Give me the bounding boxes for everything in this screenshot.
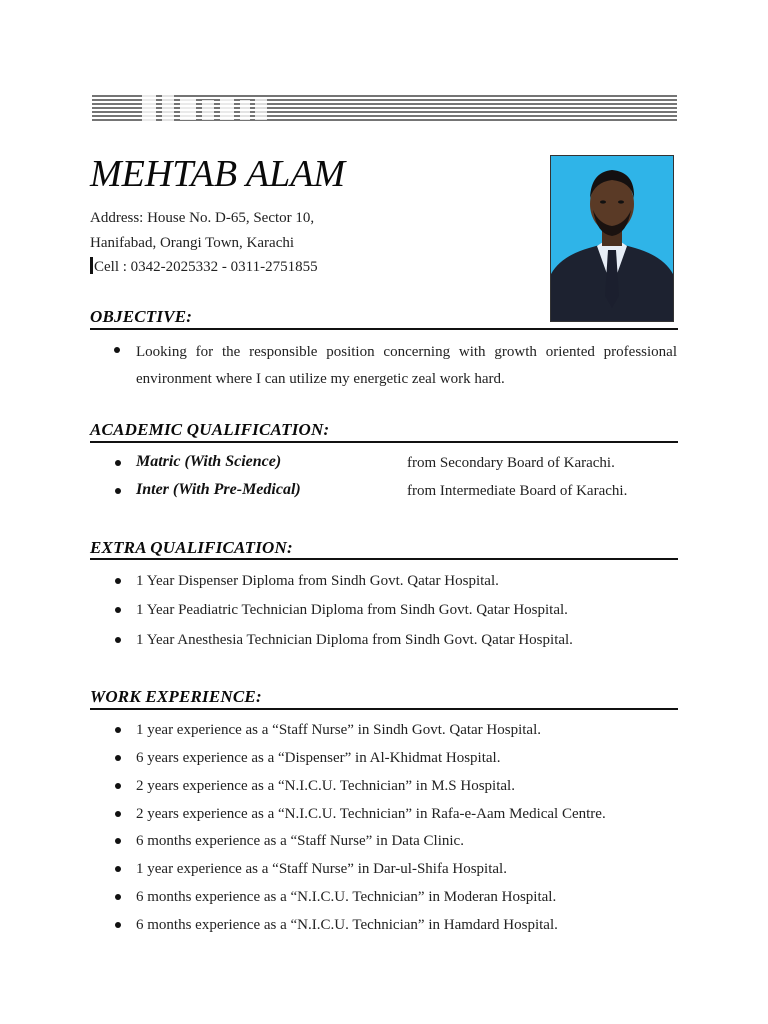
work-item: 6 months experience as a “Staff Nurse” in Data Clinic. (136, 833, 464, 849)
objective-text: Looking for the responsible position concerning with growth oriented professional environment where I can utilize my energetic zeal work hard. (136, 344, 677, 387)
bullet-icon (115, 811, 121, 817)
work-heading: WORK EXPERIENCE: (90, 687, 262, 706)
work-item: 2 years experience as a “N.I.C.U. Technician” in M.S Hospital. (136, 778, 515, 794)
bullet-icon (114, 347, 120, 353)
stripe-lines-graphic (92, 94, 677, 122)
bullet-icon (115, 922, 121, 928)
academic-item-from: from Secondary Board of Karachi. (407, 455, 615, 471)
bullet-icon (115, 783, 121, 789)
bullet-icon (115, 894, 121, 900)
bullet-icon (115, 607, 121, 613)
work-rule (90, 708, 678, 710)
bullet-icon (115, 755, 121, 761)
extra-rule (90, 558, 678, 560)
academic-rule (90, 441, 678, 443)
bullet-icon (115, 637, 121, 643)
work-item: 1 year experience as a “Staff Nurse” in Dar-ul-Shifa Hospital. (136, 861, 507, 877)
profile-photo (550, 155, 674, 322)
academic-item-from: from Intermediate Board of Karachi. (407, 483, 628, 499)
extra-item: 1 Year Dispenser Diploma from Sindh Govt. Qatar Hospital. (136, 573, 499, 589)
work-item: 6 months experience as a “N.I.C.U. Technician” in Hamdard Hospital. (136, 917, 558, 933)
academic-heading: ACADEMIC QUALIFICATION: (90, 420, 330, 439)
extra-item: 1 Year Peadiatric Technician Diploma from Sindh Govt. Qatar Hospital. (136, 602, 568, 618)
address-line-1: Address: House No. D-65, Sector 10, (90, 210, 315, 226)
bullet-icon (115, 578, 121, 584)
address-line-2: Hanifabad, Orangi Town, Karachi (90, 235, 295, 251)
academic-item-label: Inter (With Pre-Medical) (136, 481, 301, 498)
work-item: 6 years experience as a “Dispenser” in Al-Khidmat Hospital. (136, 750, 501, 766)
bullet-icon (115, 838, 121, 844)
cell-numbers: Cell : 0342-2025332 - 0311-2751855 (94, 259, 318, 275)
objective-heading: OBJECTIVE: (90, 307, 193, 326)
bullet-icon (115, 488, 121, 494)
work-item: 2 years experience as a “N.I.C.U. Technician” in Rafa-e-Aam Medical Centre. (136, 806, 606, 822)
candidate-name: MEHTAB ALAM (90, 153, 346, 195)
extra-heading: EXTRA QUALIFICATION: (90, 538, 293, 557)
text-cursor-mark (90, 257, 93, 274)
bullet-icon (115, 727, 121, 733)
objective-rule (90, 328, 678, 330)
work-item: 6 months experience as a “N.I.C.U. Technician” in Moderan Hospital. (136, 889, 557, 905)
academic-item-label: Matric (With Science) (136, 453, 282, 470)
bullet-icon (115, 866, 121, 872)
extra-item: 1 Year Anesthesia Technician Diploma from Sindh Govt. Qatar Hospital. (136, 632, 573, 648)
portrait-illustration (551, 156, 673, 321)
work-item: 1 year experience as a “Staff Nurse” in Sindh Govt. Qatar Hospital. (136, 722, 542, 738)
header-stripe-banner (92, 94, 677, 122)
cell-line (90, 257, 318, 277)
bullet-icon (115, 460, 121, 466)
